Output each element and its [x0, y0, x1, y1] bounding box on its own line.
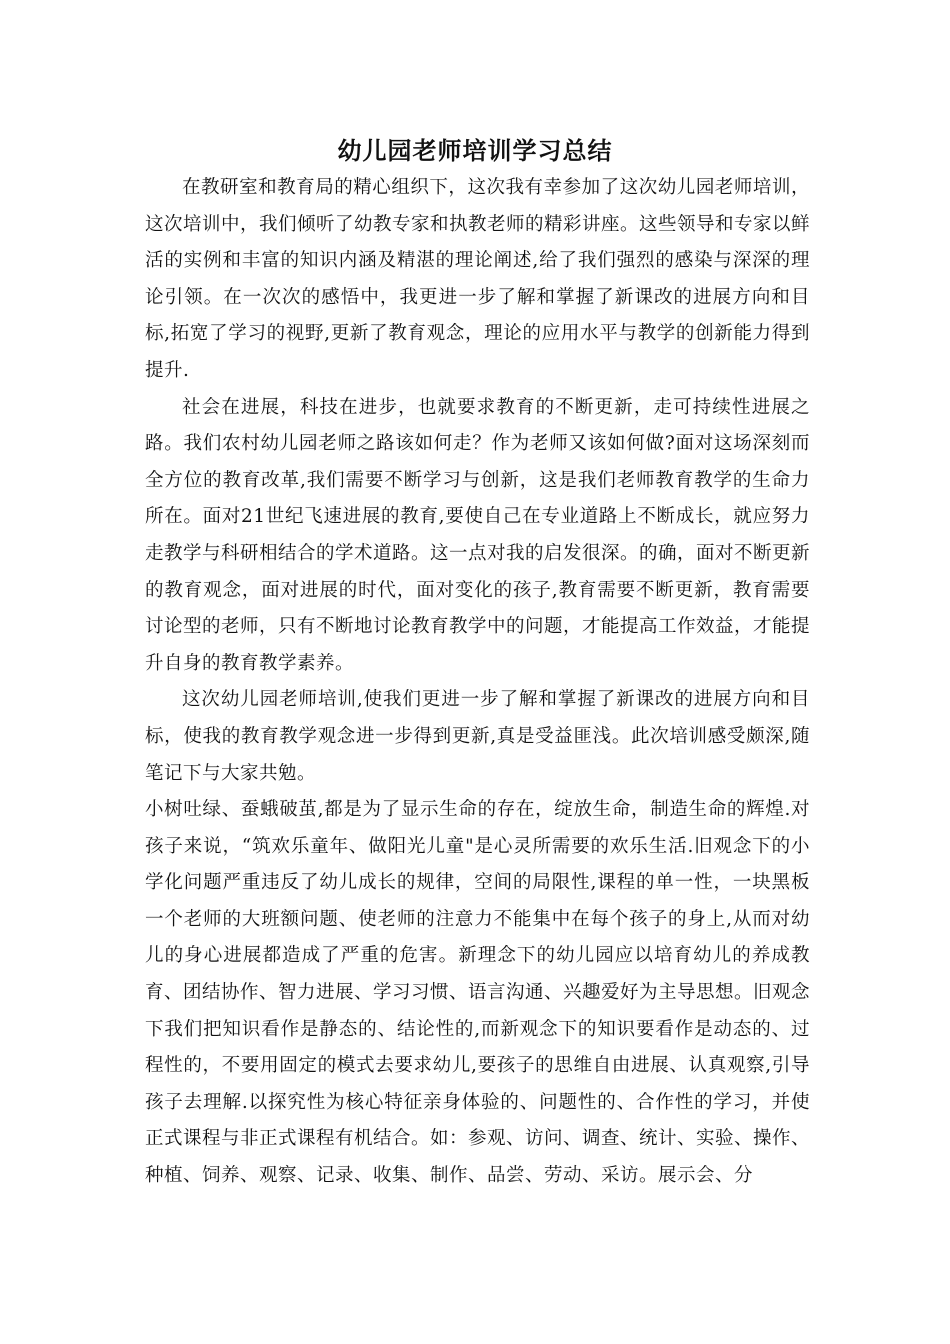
document-title: 幼儿园老师培训学习总结	[337, 137, 613, 165]
document-body	[145, 170, 810, 1195]
paragraph-2: 社会在进展，科技在进步，也就要求教育的不断更新，走可持续性进展之路。我们农村幼儿园老师之路该如何走？作为老师又该如何做?面对这场深刻而全方位的教育改革,我们需要不断学习与创新，这是我们老师教育教学的生命力所在。面对21世纪飞速进展的教育,要使自己在专业道路上不断成长，就应努力走教学与科研相结合的学术道路。这一点对我的启发很深。的确，面对不断更新的教育观念，面对进展的时代，面对变化的孩子,教育需要不断更新，教育需要讨论型的老师，只有不断地讨论教育教学中的问题，才能提高工作效益，才能提升自身的教育教学素养。	[145, 396, 811, 674]
paragraph-3: 这次幼儿园老师培训,使我们更进一步了解和掌握了新课改的进展方向和目标，使我的教育教学观念进一步得到更新,真是受益匪浅。此次培训感受颇深,随笔记下与大家共勉。	[145, 689, 810, 784]
paragraph-1: 在教研室和教育局的精心组织下，这次我有幸参加了这次幼儿园老师培训，这次培训中，我们倾听了幼教专家和执教老师的精彩讲座。这些领导和专家以鲜活的实例和丰富的知识内涵及精湛的理论阐述,给了我们强烈的感染与深深的理论引领。在一次次的感悟中，我更进一步了解和掌握了新课改的进展方向和目标,拓宽了学习的视野,更新了教育观念，理论的应用水平与教学的创新能力得到提升.	[145, 177, 811, 381]
paragraph-4: 小树吐绿、蚕蛾破茧,都是为了显示生命的存在，绽放生命，制造生命的辉煌.对孩子来说，“筑欢乐童年、做阳光儿童"是心灵所需要的欢乐生活.旧观念下的小学化问题严重违反了幼儿成长的规律，空间的局限性,课程的单一性，一块黑板一个老师的大班额问题、使老师的注意力不能集中在每个孩子的身上,从而对幼儿的身心进展都造成了严重的危害。新理念下的幼儿园应以培育幼儿的养成教育、团结协作、智力进展、学习习惯、语言沟通、兴趣爱好为主导思想。旧观念下我们把知识看作是静态的、结论性的,而新观念下的知识要看作是动态的、过程性的，不要用固定的模式去要求幼儿,要孩子的思维自由进展、认真观察,引导孩子去理解.以探究性为核心特征亲身体验的、问题性的、合作性的学习，并使正式课程与非正式课程有机结合。如：参观、访问、调查、统计、实验、操作、种植、饲养、观察、记录、收集、制作、品尝、劳动、采访。展示会、分	[145, 799, 811, 1187]
